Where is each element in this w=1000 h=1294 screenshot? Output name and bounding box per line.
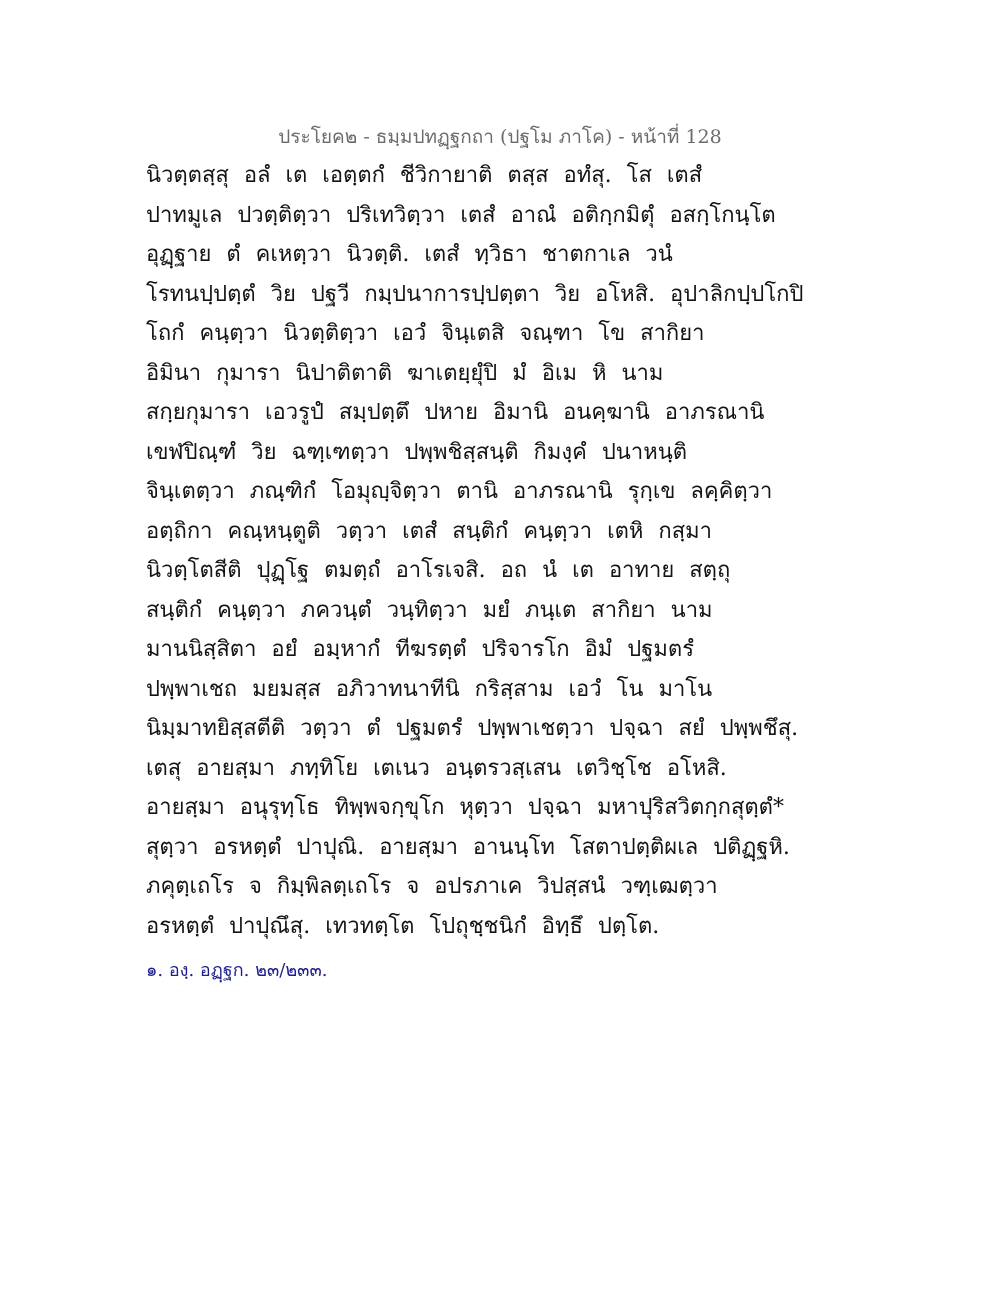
- text-line: นิมฺมาทยิสฺสตีติ วตฺวา ตํ ปฐมตรํ ปพฺพาเชตฺวา ปจฺฉา สยํ ปพฺพชึสุ.: [146, 716, 799, 741]
- text-line: มานนิสฺสิตา อยํ อมฺหากํ ทีฆรตฺตํ ปริจารโก อิมํ ปฐมตรํ: [146, 637, 695, 662]
- text-line: สุตฺวา อรหตฺตํ ปาปุณิ. อายสฺมา อานนฺโท โสตาปตฺติผเล ปติฏฺฐหิ.: [146, 834, 790, 860]
- footnote: ๑. องฺ. อฏฺฐก. ๒๓/๒๓๓.: [146, 960, 328, 981]
- text-line: ภคุตฺเถโร จ กิมฺพิลตฺเถโร จ อปรภาเค วิปสฺสนํ วฑฺเฒตฺวา: [146, 874, 718, 899]
- text-line: สนฺติกํ คนฺตฺวา ภควนฺตํ วนฺทิตฺวา มยํ ภนฺเต สากิยา นาม: [146, 597, 713, 623]
- text-line: อิมินา กุมารา นิปาติตาติ ฆาเตยฺยุํปิ มํ อิเม หิ นาม: [146, 360, 664, 386]
- text-line: อายสฺมา อนุรุทฺโธ ทิพฺพจกฺขุโก หุตฺวา ปจฺฉา มหาปุริสวิตกฺกสุตฺตํ*: [146, 795, 784, 820]
- text-line: ปพฺพาเชถ มยมสฺส อภิวาทนาทีนิ กริสฺสาม เอวํ โน มาโน: [146, 676, 713, 702]
- text-line: สกฺยกุมารา เอวรูปํ สมฺปตฺตึ ปหาย อิมานิ อนคฺฆานิ อาภรณานิ: [146, 400, 765, 425]
- text-line: โรทนปฺปตฺตํ วิย ปฐวี กมฺปนาการปฺปตฺตา วิย อโหสิ. อุปาลิกปฺปโกปิ: [146, 281, 804, 307]
- text-line: เขฬปิณฺฑํ วิย ฉฑฺเฑตฺวา ปพฺพชิสฺสนฺติ กิมงฺคํ ปนาหนฺติ: [146, 439, 688, 465]
- text-line: อุฏฺฐาย ตํ คเหตฺวา นิวตฺติ. เตสํ ทฺวิธา ชาตกาเล วนํ: [146, 242, 673, 267]
- text-line: อตฺถิกา คณฺหนฺตูติ วตฺวา เตสํ สนฺติกํ คนฺตฺวา เตหิ กสฺมา: [146, 518, 713, 544]
- body-text: [146, 156, 866, 946]
- running-header: ประโยค๒ - ธมฺมปทฏฺฐกถา (ปฐโม ภาโค) - หน้าที่ 128: [278, 126, 722, 148]
- text-line: ปาทมูเล ปวตฺติตฺวา ปริเทวิตฺวา เตสํ อาณํ อติกฺกมิตุํ อสกฺโกนฺโต: [146, 202, 776, 228]
- text-line: นิวตฺโตสีติ ปุฏฺโฐ ตมตฺถํ อาโรเจสิ. อถ นํ เต อาทาย สตฺถุ: [146, 558, 731, 583]
- text-line: เตสุ อายสฺมา ภทฺทิโย เตเนว อนฺตรวสฺเสน เตวิชฺโช อโหสิ.: [146, 755, 727, 781]
- text-line: จินฺเตตฺวา ภณฺฑิกํ โอมุญฺจิตฺวา ตานิ อาภรณานิ รุกฺเข ลคฺคิตฺวา: [146, 479, 773, 504]
- text-line: นิวตฺตสฺสุ อลํ เต เอตฺตกํ ชีวิกายาติ ตสฺส อทํสุ. โส เตสํ: [146, 163, 703, 188]
- text-line: อรหตฺตํ ปาปุณึสุ. เทวทตฺโต โปถุชฺชนิกํ อิทฺธึ ปตฺโต.: [146, 913, 660, 939]
- text-line: โถกํ คนฺตฺวา นิวตฺติตฺวา เอวํ จินฺเตสิ จณฺฑา โข สากิยา: [146, 321, 705, 346]
